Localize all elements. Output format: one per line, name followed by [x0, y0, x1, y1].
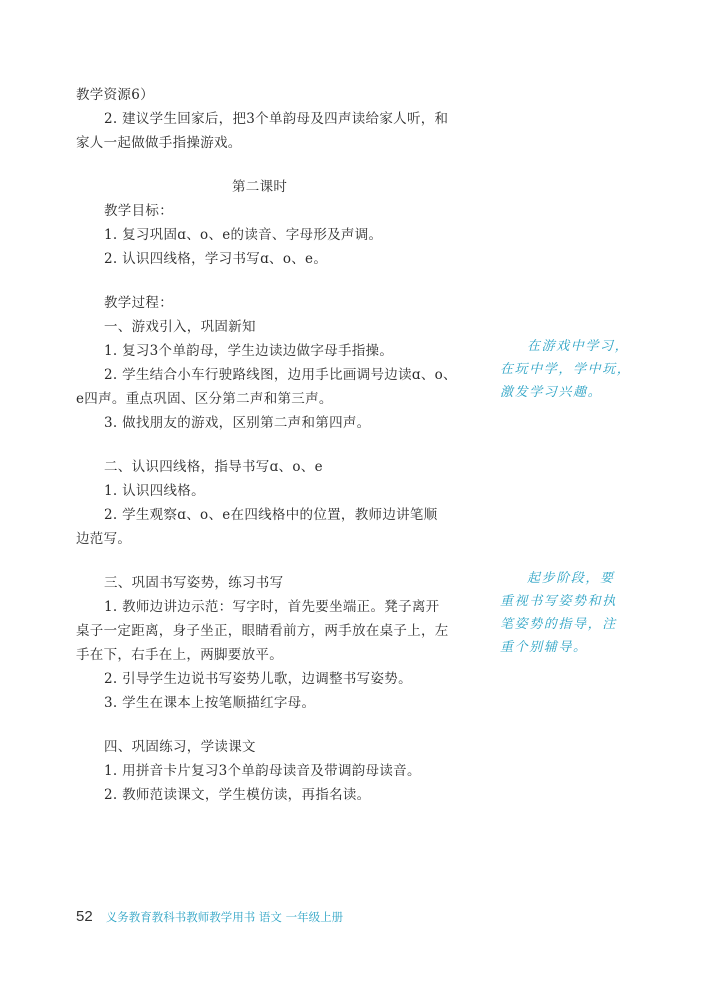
page-number: 52 [76, 908, 93, 925]
text-line: 教学目标： [104, 203, 173, 219]
text-line: 家人一起做做手指操游戏。 [76, 135, 242, 151]
text-line: 1. 用拼音卡片复习3个单韵母读音及带调韵母读音。 [104, 763, 421, 779]
book-title: 义务教育教科书教师教学用书 语文 一年级上册 [105, 910, 344, 924]
text-line: 三、巩固书写姿势，练习书写 [104, 575, 284, 591]
text-line: 一、游戏引入，巩固新知 [104, 319, 256, 335]
text-line: 桌子一定距离，身子坐正，眼睛看前方，两手放在桌子上，左 [76, 623, 449, 639]
text-line: 1. 认识四线格。 [104, 483, 205, 499]
text-line: 2. 引导学生边说书写姿势儿歌，边调整书写姿势。 [104, 671, 412, 687]
text-line: 2. 教师范读课文，学生模仿读，再指名读。 [104, 787, 371, 803]
section-heading: 第二课时 [232, 179, 288, 195]
text-line: 手在下，右手在上，两脚要放平。 [76, 647, 283, 663]
text-line: e四声。重点巩固、区分第二声和第三声。 [76, 391, 333, 407]
text-line: 1. 复习巩固ɑ、o、e的读音、字母形及声调。 [104, 227, 383, 243]
text-line: 边范写。 [76, 531, 132, 547]
sidenote-line: 在游戏中学习， [527, 339, 630, 354]
sidenote-line: 在玩中学，学中玩， [500, 362, 632, 377]
sidenote-line: 重个别辅导。 [500, 640, 588, 655]
text-line: 2. 学生观察ɑ、o、e在四线格中的位置，教师边讲笔顺 [104, 507, 438, 523]
text-line: 3. 学生在课本上按笔顺描红字母。 [104, 695, 316, 711]
page-footer [76, 906, 343, 925]
text-line: 3. 做找朋友的游戏，区别第二声和第四声。 [104, 415, 371, 431]
text-line: 1. 教师边讲边示范：写字时，首先要坐端正。凳子离开 [104, 599, 440, 615]
text-line: 2. 学生结合小车行驶路线图，边用手比画调号边读ɑ、o、 [104, 367, 457, 383]
sidenote-line: 重视书写姿势和执 [500, 594, 617, 609]
sidenote-line: 笔姿势的指导，注 [500, 617, 617, 632]
text-line: 1. 复习3个单韵母，学生边读边做字母手指操。 [104, 343, 394, 359]
text-line: 二、认识四线格，指导书写ɑ、o、e [104, 459, 323, 475]
text-line: 2. 认识四线格，学习书写ɑ、o、e。 [104, 251, 328, 267]
text-line: 四、巩固练习，学读课文 [104, 739, 256, 755]
text-line: 2. 建议学生回家后，把3个单韵母及四声读给家人听，和 [104, 111, 449, 127]
text-line: 教学过程： [104, 295, 173, 311]
text-line: 教学资源6） [76, 87, 154, 103]
sidenote-line: 激发学习兴趣。 [500, 385, 603, 400]
sidenote-line: 起步阶段，要 [527, 571, 615, 586]
